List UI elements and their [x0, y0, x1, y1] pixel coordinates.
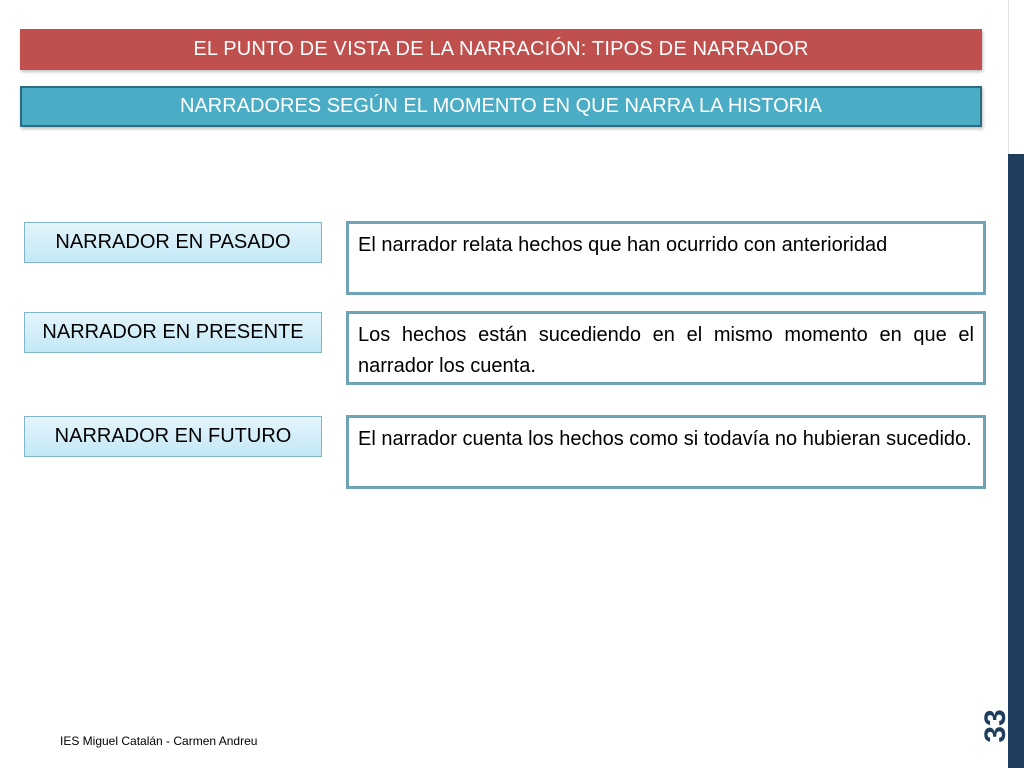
label-narrador-futuro: NARRADOR EN FUTURO	[24, 416, 322, 457]
side-strip	[1008, 154, 1024, 768]
label-narrador-pasado: NARRADOR EN PASADO	[24, 222, 322, 263]
slide-title: EL PUNTO DE VISTA DE LA NARRACIÓN: TIPOS DE NARRADOR	[20, 29, 982, 70]
description-narrador-pasado: El narrador relata hechos que han ocurrido con anterioridad	[346, 221, 986, 295]
label-narrador-presente: NARRADOR EN PRESENTE	[24, 312, 322, 353]
footer-credit: IES Miguel Catalán - Carmen Andreu	[60, 734, 258, 748]
description-narrador-futuro: El narrador cuenta los hechos como si todavía no hubieran sucedido.	[346, 415, 986, 489]
description-narrador-presente: Los hechos están sucediendo en el mismo momento en que el narrador los cuenta.	[346, 311, 986, 385]
page-number: 33	[979, 709, 1012, 743]
side-strip-top	[1008, 0, 1024, 154]
slide-subtitle: NARRADORES SEGÚN EL MOMENTO EN QUE NARRA LA HISTORIA	[20, 86, 982, 127]
